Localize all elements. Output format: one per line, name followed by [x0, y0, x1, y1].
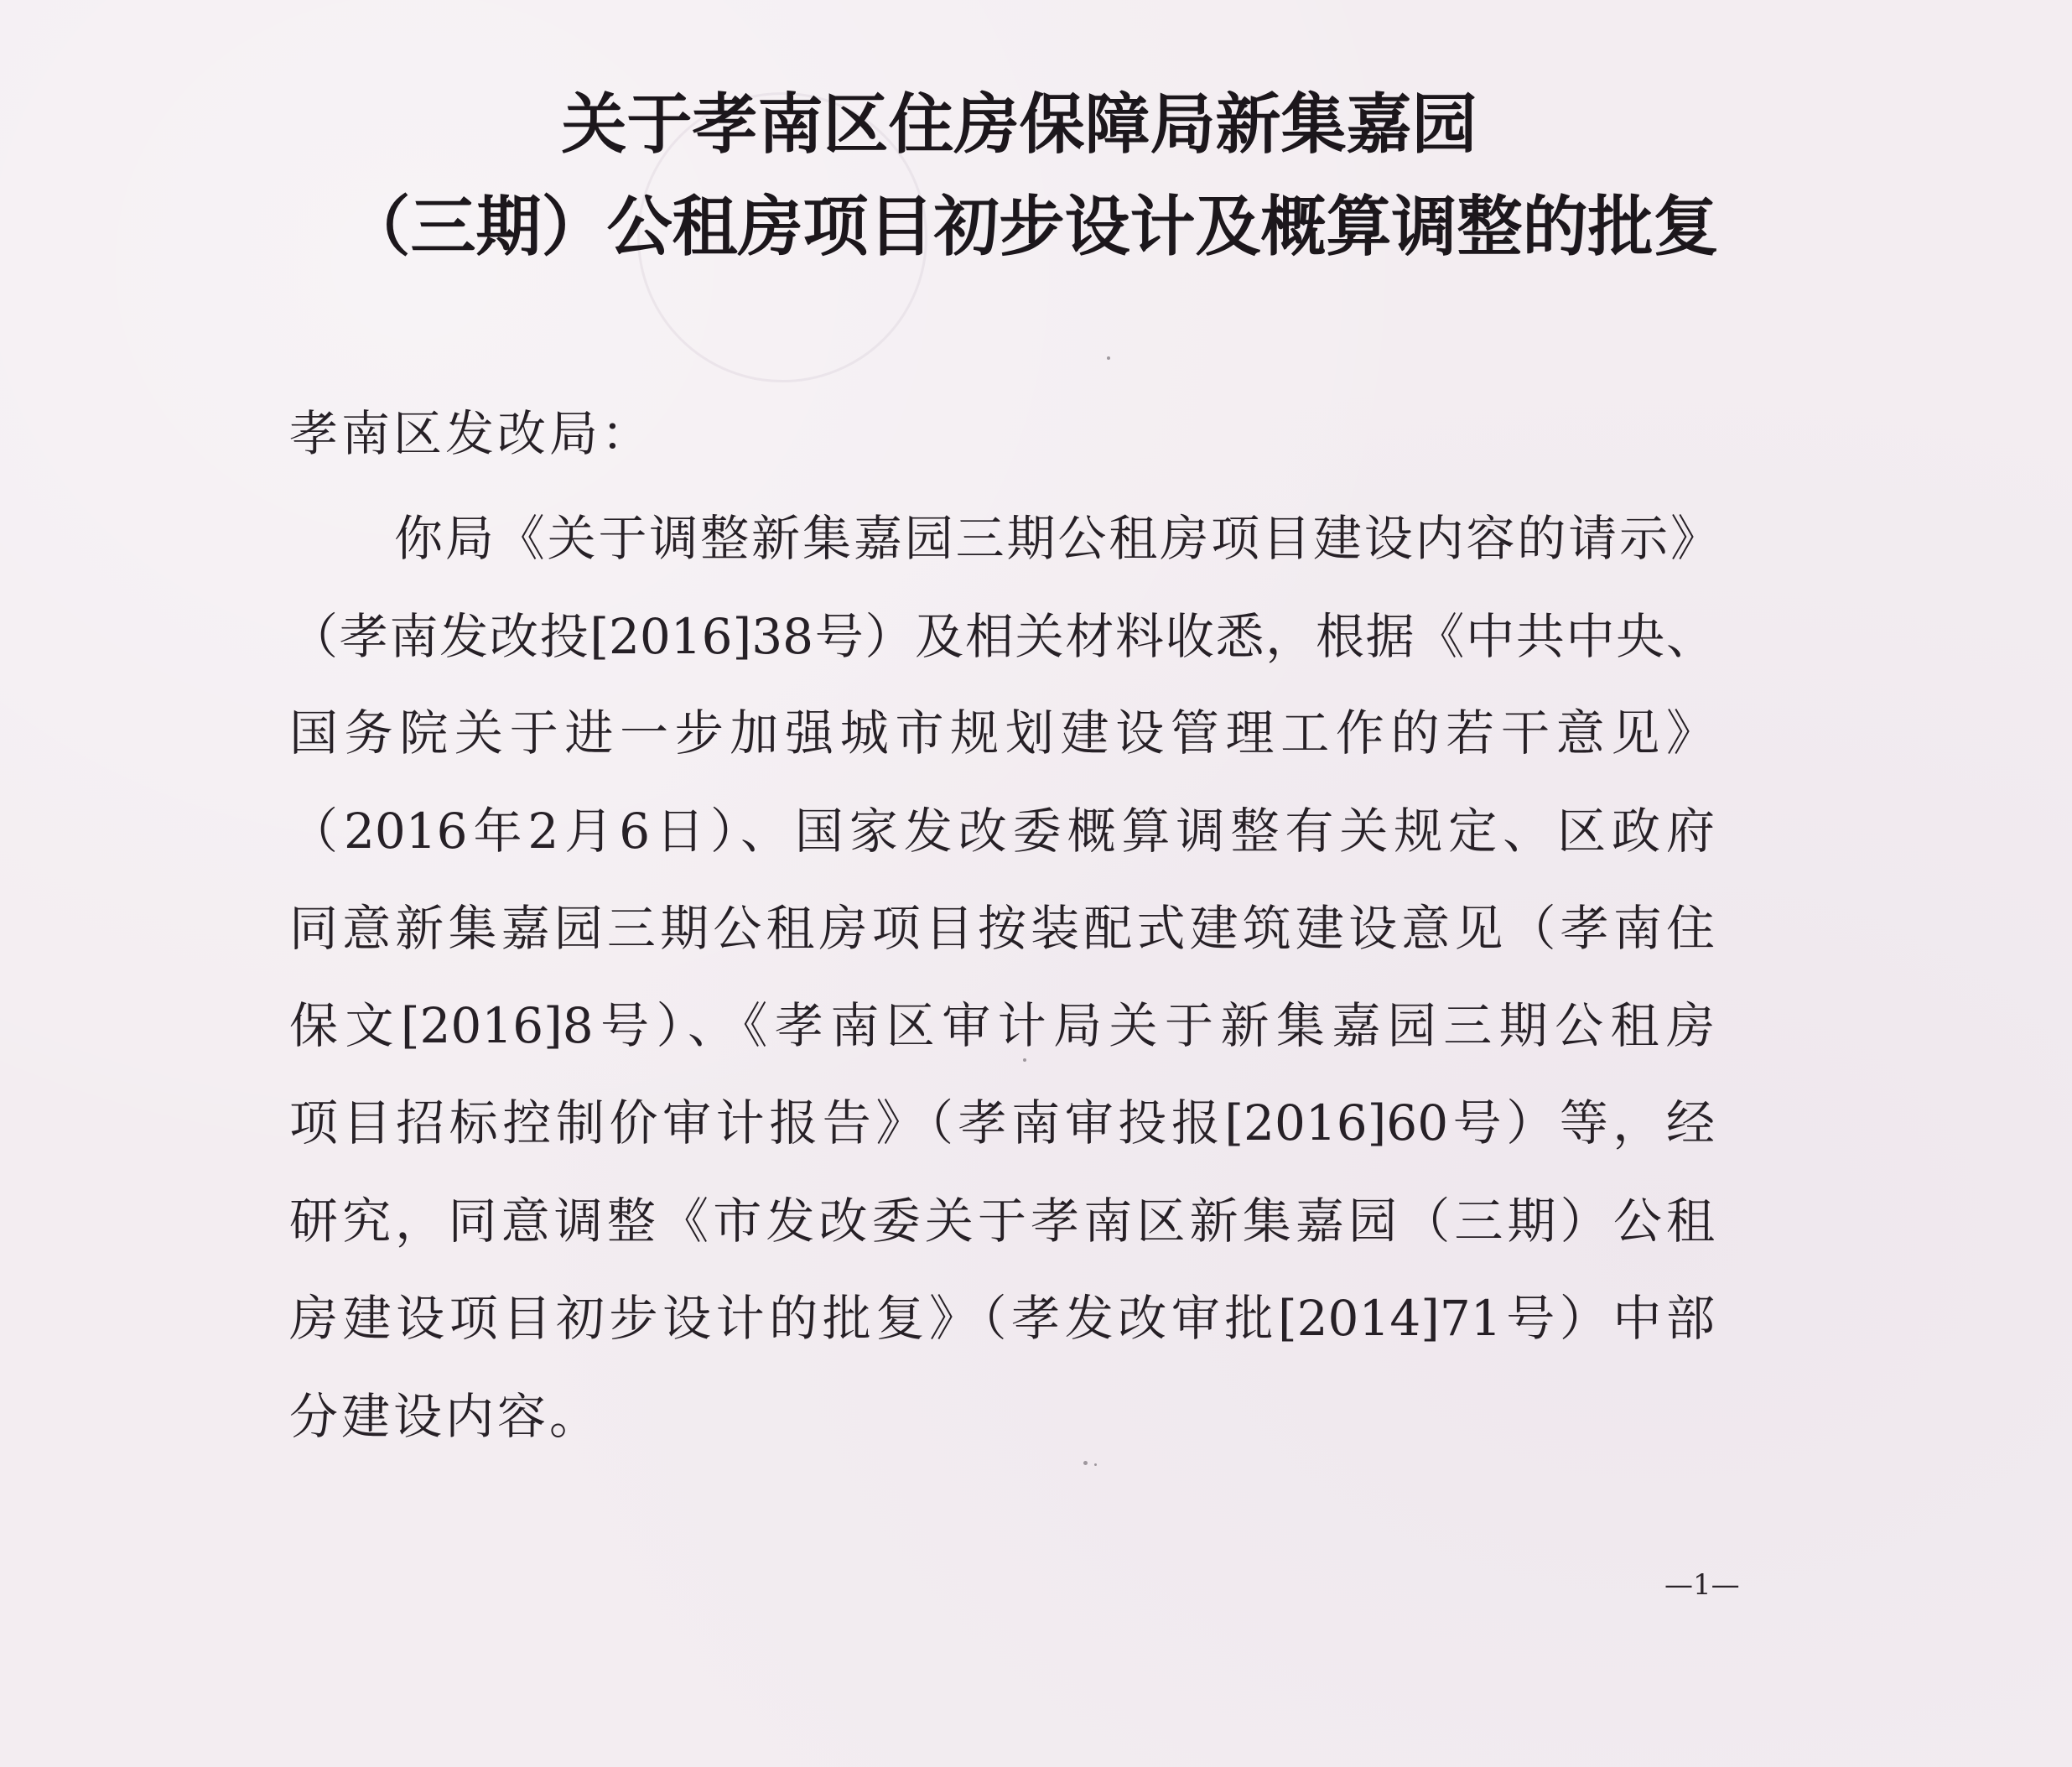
scan-speck — [1023, 1058, 1026, 1062]
body-line-10: 分建设内容。 — [289, 1388, 602, 1445]
scan-speck — [1094, 1463, 1097, 1466]
body-line-4: （2016年2月6日）、国家发改委概算调整有关规定、区政府 — [289, 803, 1715, 860]
body-line-8: 研究，同意调整《市发改委关于孝南区新集嘉园（三期）公租 — [289, 1193, 1715, 1250]
body-line-9: 房建设项目初步设计的批复》（孝发改审批[2014]71号）中部 — [289, 1290, 1715, 1347]
salutation: 孝南区发改局： — [289, 405, 654, 462]
body-line-7: 项目招标控制价审计报告》（孝南审投报[2016]60号）等，经 — [289, 1094, 1715, 1151]
body-line-1: 你局《关于调整新集嘉园三期公租房项目建设内容的请示》 — [394, 510, 1719, 567]
body-line-3: 国务院关于进一步加强城市规划建设管理工作的若干意见》 — [289, 704, 1715, 761]
body-line-5: 同意新集嘉园三期公租房项目按装配式建筑建设意见（孝南住 — [289, 900, 1715, 957]
body-line-2: （孝南发改投[2016]38号）及相关材料收悉，根据《中共中央、 — [289, 608, 1715, 665]
body-line-6: 保文[2016]8号）、《孝南区审计局关于新集嘉园三期公租房 — [289, 997, 1715, 1054]
page-number: —1— — [1664, 1568, 1740, 1602]
document-title-line-2: （三期）公租房项目初步设计及概算调整的批复 — [345, 190, 1719, 265]
document-title-line-1: 关于孝南区住房保障局新集嘉园 — [561, 87, 1477, 163]
scan-speck — [1083, 1461, 1088, 1465]
scan-speck — [1107, 356, 1110, 360]
